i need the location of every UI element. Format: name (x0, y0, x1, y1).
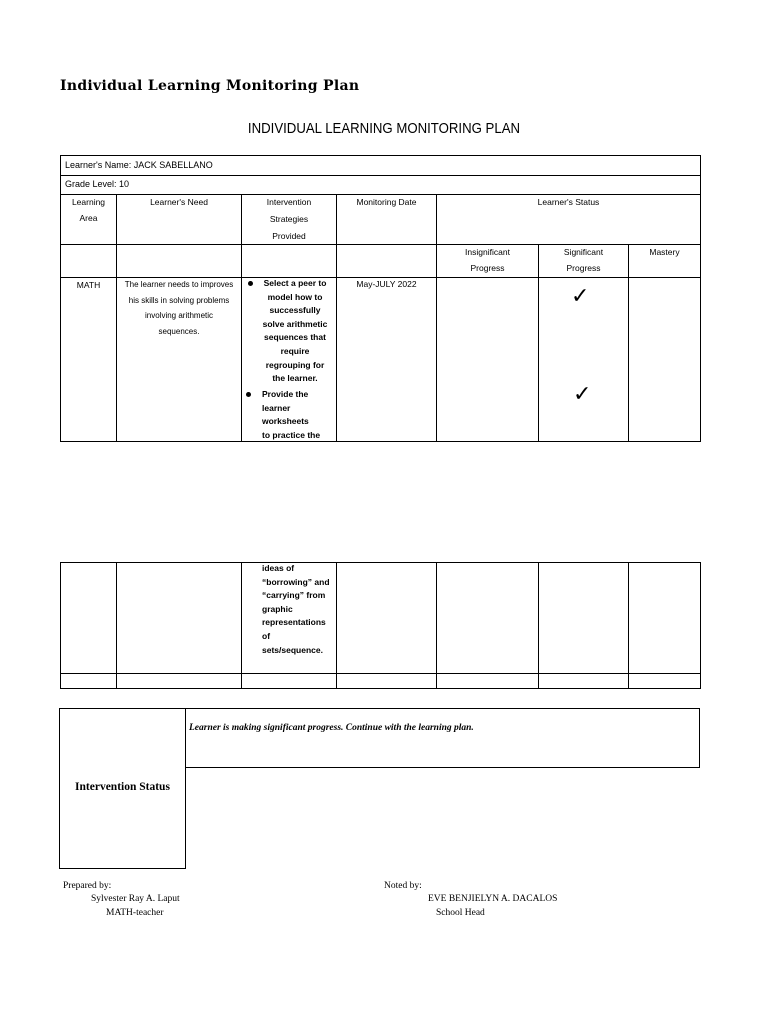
learner-name: Learner's Name: JACK SABELLANO (65, 160, 213, 170)
page-heading: INDIVIDUAL LEARNING MONITORING PLAN (247, 120, 521, 137)
intervention-status-label: Intervention Status (75, 781, 170, 793)
grade-level: Grade Level: 10 (65, 179, 130, 189)
monitoring-table (60, 155, 701, 442)
strategy-2-continuation: ideas of “borrowing” and “carrying” from graphic representations of sets/sequence. (262, 563, 330, 655)
header-significant-progress: Significant Progress (563, 247, 604, 273)
strategy-1-text: Select a peer to model how to successfully solve arithmetic sequences that require regrouping for the learner. (262, 278, 328, 384)
strategy-2-text: Provide the learner worksheets to practice the (262, 389, 321, 440)
check-icon: ✓ (573, 382, 592, 407)
intervention-remark-box (185, 708, 700, 768)
header-intervention: Intervention Strategies Provided (266, 197, 312, 241)
header-mastery: Mastery (649, 247, 680, 257)
learning-area-value: MATH (76, 280, 101, 290)
prepared-by-role: MATH-teacher (106, 908, 164, 918)
document-title: Individual Learning Monitoring Plan (60, 78, 360, 94)
intervention-status-box (59, 708, 186, 869)
header-learning-area: Learning Area (71, 197, 106, 223)
noted-by-label: Noted by: (384, 881, 422, 891)
header-monitoring-date: Monitoring Date (356, 197, 417, 207)
noted-by-name: EVE BENJIELYN A. DACALOS (428, 894, 558, 904)
bullet-icon (248, 281, 253, 286)
intervention-remark: Learner is making significant progress. Continue with the learning plan. (189, 723, 474, 733)
prepared-by-name: Sylvester Ray A. Laput (91, 894, 180, 904)
bullet-icon (246, 392, 251, 397)
noted-by-role: School Head (436, 908, 485, 918)
monitoring-date-value: May-JULY 2022 (356, 279, 417, 289)
continuation-table (60, 562, 701, 689)
header-learners-status: Learner's Status (537, 197, 600, 207)
learners-need-text: The learner needs to improves his skills in solving problems involving arithmetic sequences. (124, 280, 234, 336)
header-learners-need: Learner's Need (150, 197, 208, 207)
prepared-by-label: Prepared by: (63, 881, 112, 891)
header-insignificant-progress: Insignificant Progress (465, 247, 510, 273)
check-icon: ✓ (571, 284, 590, 309)
